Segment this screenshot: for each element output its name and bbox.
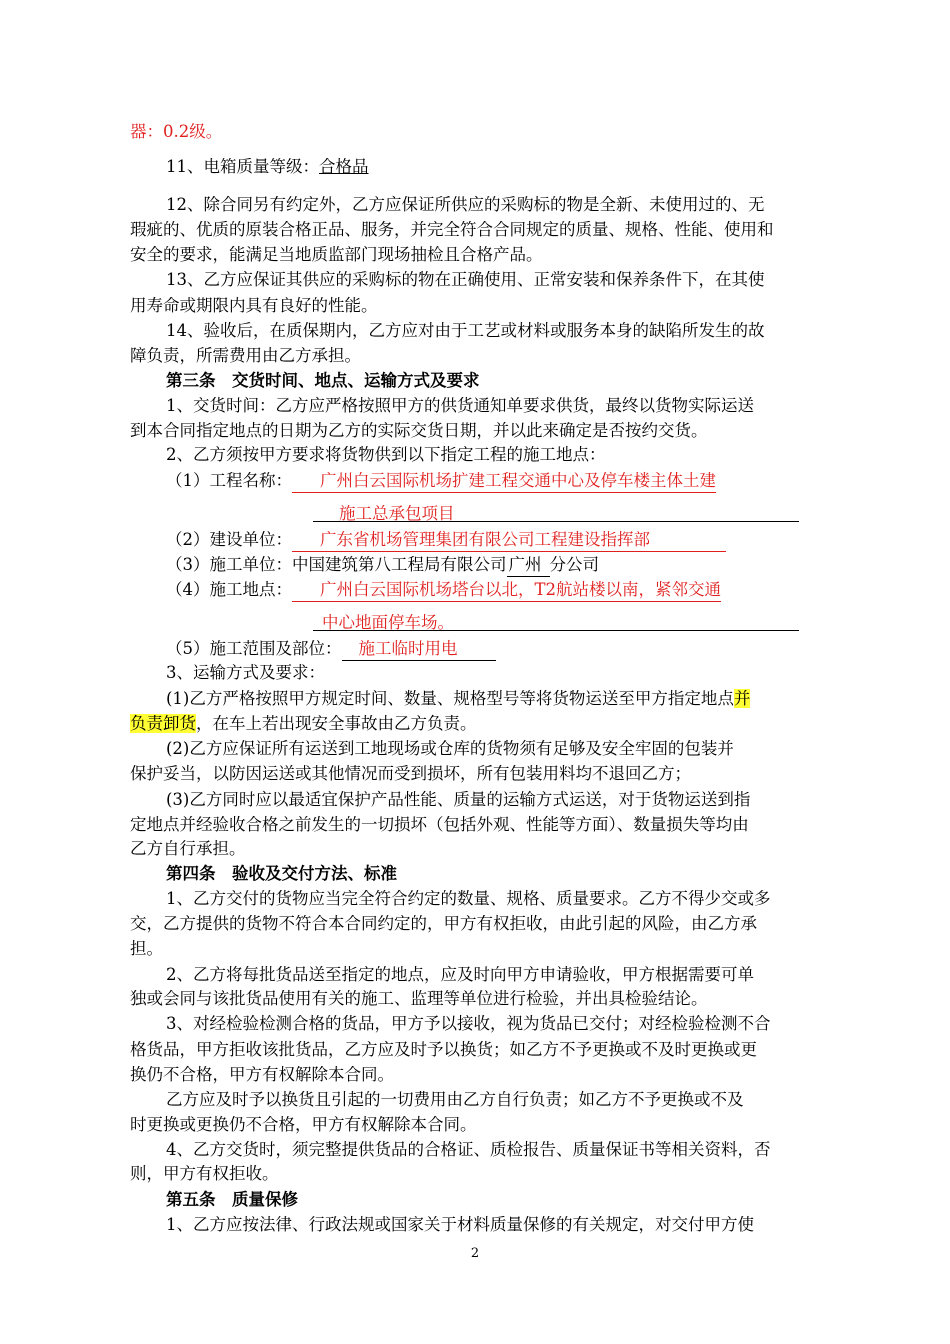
paragraph-line: (3)乙方同时应以最适宜保护产品性能、质量的运输方式运送，对于货物运送到指	[166, 790, 751, 809]
paragraph-line	[166, 156, 369, 178]
paragraph-line: 定地点并经验收合格之前发生的一切损坏（包括外观、性能等方面）、数量损失等均由	[130, 815, 749, 834]
paragraph-line: 14、验收后，在质保期内，乙方应对由于工艺或材料或服务本身的缺陷所发生的故	[166, 321, 765, 340]
paragraph-line: 安全的要求，能满足当地质监部门现场抽检且合格产品。	[130, 245, 543, 264]
section-heading: 第五条 质量保修	[166, 1190, 298, 1209]
field-scope	[166, 638, 496, 661]
paragraph-line: 器：0.2级。	[130, 122, 223, 141]
highlighted-text: 并	[733, 689, 751, 708]
paragraph-line: 换仍不合格，甲方有权解除本合同。	[130, 1065, 394, 1084]
field-value: 广东省机场管理集团有限公司工程建设指挥部	[292, 529, 726, 552]
paragraph-line: 乙方应及时予以换货且引起的一切费用由乙方自行负责；如乙方不予更换或不及	[166, 1090, 744, 1109]
text-run: 分公司	[549, 555, 599, 574]
paragraph-line: 格货品，甲方拒收该批货品，乙方应及时予以换货；如乙方不予更换或不及时更换或更	[130, 1040, 757, 1059]
field-value: 施工临时用电	[342, 638, 496, 661]
paragraph-line: 1、乙方交付的货物应当完全符合约定的数量、规格、质量要求。乙方不得少交或多	[166, 889, 771, 908]
paragraph-line: 2、乙方将每批货品送至指定的地点，应及时向甲方申请验收，甲方根据需要可单	[166, 965, 754, 984]
underlined-value: 合格品	[319, 157, 369, 176]
highlighted-text: 负责卸货	[130, 714, 196, 733]
field-label: （5）施工范围及部位：	[166, 639, 342, 658]
paragraph-line: 保护妥当，以防因运送或其他情况而受到损坏，所有包装用料均不退回乙方；	[130, 764, 691, 783]
field-value-continued: 中心地面停车场。	[322, 613, 454, 632]
paragraph-line: 12、除合同另有约定外，乙方应保证所供应的采购标的物是全新、未使用过的、无	[166, 195, 765, 214]
underline-rule	[313, 521, 799, 522]
field-label: （2）建设单位：	[166, 530, 292, 549]
field-project-name	[166, 470, 716, 493]
paragraph-line: 时更换或更换仍不合格，甲方有权解除本合同。	[130, 1115, 477, 1134]
paragraph-line: 13、乙方应保证其供应的采购标的物在正确使用、正常安装和保养条件下，在其使	[166, 270, 765, 289]
paragraph-line: 3、对经检验检测合格的货品，甲方予以接收，视为货品已交付；对经检验检测不合	[166, 1014, 771, 1033]
field-site	[166, 579, 721, 602]
field-value-continued: 施工总承包项目	[339, 504, 455, 523]
paragraph-line: 1、乙方应按法律、行政法规或国家关于材料质量保修的有关规定，对交付甲方使	[166, 1215, 754, 1234]
field-label: （1）工程名称：	[166, 471, 292, 490]
field-value: 广州白云国际机场扩建工程交通中心及停车楼主体土建	[292, 470, 716, 493]
text-run: ，在车上若出现安全事故由乙方负责。	[196, 714, 477, 733]
paragraph-line: 独或会同与该批货品使用有关的施工、监理等单位进行检验，并出具检验结论。	[130, 989, 708, 1008]
paragraph-line: 到本合同指定地点的日期为乙方的实际交货日期，并以此来确定是否按约交货。	[130, 421, 708, 440]
paragraph-line: 用寿命或期限内具有良好的性能。	[130, 296, 378, 315]
paragraph-line: 则，甲方有权拒收。	[130, 1164, 279, 1183]
paragraph-line: 1、交货时间：乙方应严格按照甲方的供货通知单要求供货，最终以货物实际运送	[166, 396, 754, 415]
text-run: (1)乙方严格按照甲方规定时间、数量、规格型号等将货物运送至甲方指定地点	[166, 689, 734, 708]
page-number: 2	[470, 1246, 480, 1261]
paragraph-line: (2)乙方应保证所有运送到工地现场或仓库的货物须有足够及安全牢固的包装并	[166, 739, 734, 758]
paragraph-line	[166, 688, 750, 710]
paragraph-line: 担。	[130, 939, 163, 958]
paragraph-line: 4、乙方交货时，须完整提供货品的合格证、质检报告、质量保证书等相关资料，否	[166, 1140, 771, 1159]
field-contractor	[166, 554, 599, 577]
paragraph-line: 交，乙方提供的货物不符合本合同约定的，甲方有权拒收，由此引起的风险，由乙方承	[130, 914, 757, 933]
paragraph-line: 2、乙方须按甲方要求将货物供到以下指定工程的施工地点：	[166, 445, 606, 464]
section-heading: 第三条 交货时间、地点、运输方式及要求	[166, 371, 480, 390]
underline-rule	[313, 630, 799, 631]
section-heading: 第四条 验收及交付方法、标准	[166, 864, 397, 883]
field-value: 广州白云国际机场塔台以北，T2航站楼以南，紧邻交通	[292, 579, 721, 602]
paragraph-line: 乙方自行承担。	[130, 839, 246, 858]
paragraph-line: 3、运输方式及要求：	[166, 663, 325, 682]
field-builder	[166, 529, 726, 552]
text-run: 11、电箱质量等级：	[166, 157, 319, 176]
paragraph-line: 瑕疵的、优质的原装合格正品、服务，并完全符合合同规定的质量、规格、性能、使用和	[130, 220, 774, 239]
field-value: 广州	[507, 554, 550, 577]
paragraph-line	[130, 713, 477, 735]
field-label: （3）施工单位：中国建筑第八工程局有限公司	[166, 555, 507, 574]
paragraph-line: 障负责，所需费用由乙方承担。	[130, 346, 361, 365]
field-label: （4）施工地点：	[166, 580, 292, 599]
